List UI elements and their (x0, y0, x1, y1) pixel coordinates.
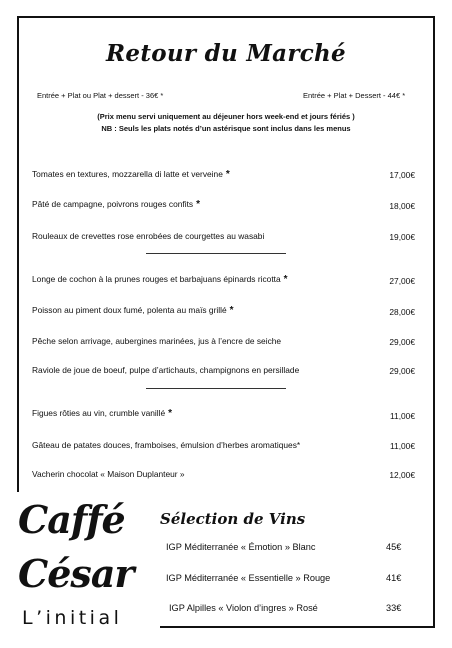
dish-name: Pêche selon arrivage, aubergines marinées, jus à l’encre de seiche (32, 336, 282, 346)
dish-price: 11,00€ (390, 441, 415, 451)
dish-name: Tomates en textures, mozzarella di latte et verveine * (32, 169, 230, 180)
wine-price: 33€ (386, 603, 402, 613)
formula-lunch: Entrée + Plat ou Plat + dessert - 36€ * (37, 91, 164, 100)
menu-star: * (196, 199, 200, 210)
formula-full: Entrée + Plat + Dessert - 44€ * (303, 91, 406, 100)
dish-price: 18,00€ (389, 201, 415, 211)
menu-star: * (225, 169, 230, 180)
dish-price: 12,00€ (389, 470, 415, 480)
dish-name: Pâté de campagne, poivrons rouges confits * (32, 199, 200, 210)
dish-price: 11,00€ (390, 411, 415, 421)
menu-star: * (283, 274, 288, 285)
wine-name: IGP Méditerranée « Émotion » Blanc (166, 542, 316, 552)
logo-caffe: Caffé (18, 497, 125, 542)
dish-name: Longe de cochon à la prunes rouges et barbajuans épinards ricotta * (32, 274, 288, 285)
menu-price-note: (Prix menu servi uniquement au déjeuner hors week-end et jours fériés ) (97, 112, 355, 121)
wine-price: 41€ (386, 573, 402, 583)
menu-title: Retour du Marché (105, 40, 346, 67)
dish-price: 19,00€ (389, 232, 415, 242)
dish-price: 27,00€ (389, 276, 415, 286)
asterisk-note: NB : Seuls les plats notés d’un astérisque sont inclus dans les menus (101, 124, 351, 133)
wine-price: 45€ (386, 542, 402, 552)
dish-price: 29,00€ (389, 366, 415, 376)
dish-name: Gâteau de patates douces, framboises, émulsion d’herbes aromatiques* (32, 440, 301, 450)
section-divider (146, 388, 286, 389)
dish-name: Raviole de joue de boeuf, pulpe d’artichauts, champignons en persillade (32, 365, 300, 375)
dish-name: Poisson au piment doux fumé, polenta au maïs grillé * (32, 305, 234, 316)
wine-section-title: Sélection de Vins (160, 510, 306, 528)
section-divider (146, 253, 286, 254)
dish-name: Figues rôties au vin, crumble vanillé * (32, 408, 173, 419)
logo-cesar: César (18, 551, 134, 596)
dish-price: 29,00€ (389, 337, 415, 347)
dish-price: 17,00€ (389, 170, 415, 180)
menu-star: * (229, 305, 234, 316)
menu-star: * (168, 408, 173, 419)
dish-name: Rouleaux de crevettes rose enrobées de courgettes au wasabi (32, 231, 265, 241)
logo-initial: L’initial (22, 607, 123, 629)
wine-name: IGP Alpilles « Violon d’ingres » Rosé (169, 603, 318, 613)
wine-name: IGP Méditerranée « Essentielle » Rouge (166, 573, 331, 583)
dish-name: Vacherin chocolat « Maison Duplanteur » (32, 469, 185, 479)
dish-price: 28,00€ (389, 307, 415, 317)
